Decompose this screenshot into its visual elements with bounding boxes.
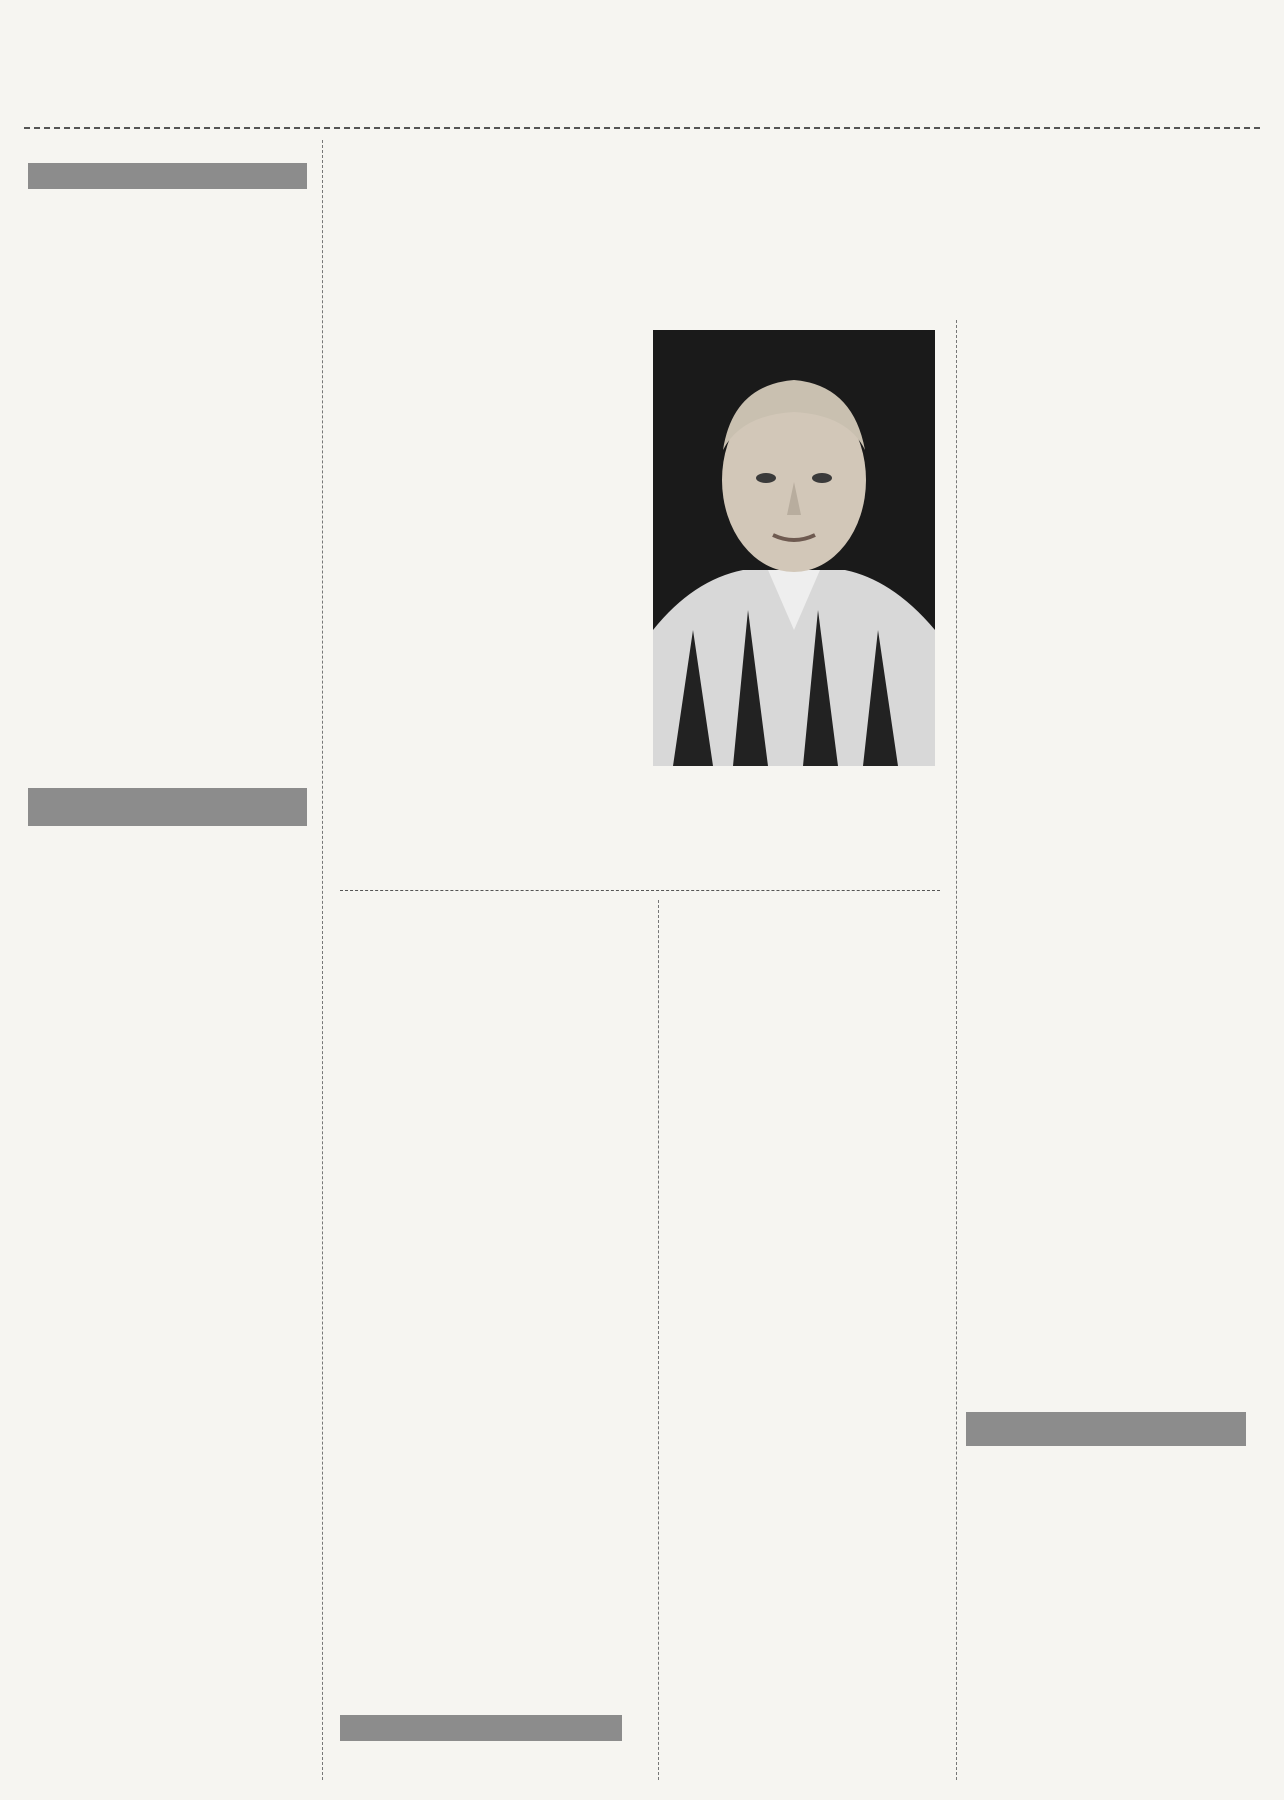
ergebnisse-label [28,163,307,189]
fax-number [966,1412,1246,1446]
header-divider [24,127,1260,129]
player-photo [653,330,935,766]
oberpullendorf-email[interactable] [340,1715,622,1741]
portrait-illustration [653,330,935,766]
article-divider [340,890,940,891]
column-divider [322,140,323,1780]
sport-email[interactable] [28,788,307,826]
column-divider [658,900,659,1780]
column-divider [956,320,957,1780]
